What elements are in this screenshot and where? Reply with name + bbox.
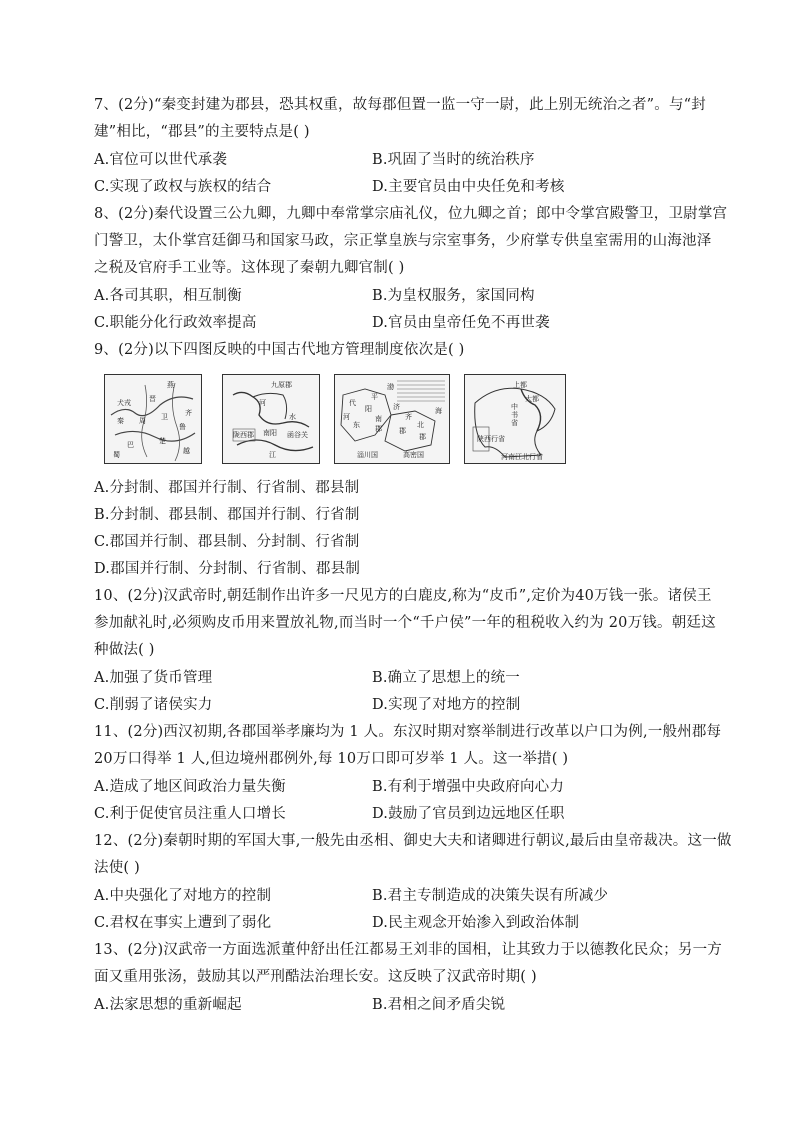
map2-label: 江 <box>269 451 276 459</box>
map-figure-4 <box>464 374 566 464</box>
map3-label: 郡 <box>419 433 426 441</box>
q11-stem-line-1: 11、(2分)西汉初期,各郡国举孝廉均为 1 人。东汉时期对察举制进行改革以户口为例,一般州郡每 <box>94 724 722 740</box>
map2-label: 河 <box>259 399 266 407</box>
q8-option-c[interactable]: C.职能分化行政效率提高 <box>94 315 257 331</box>
map3-label: 东 <box>353 421 360 429</box>
q8-stem-line-1: 8、(2分)秦代设置三公九卿，九卿中奉常掌宗庙礼仪，位九卿之首；郎中令掌宫殿警卫，卫尉掌宫 <box>94 206 728 222</box>
q7-option-a[interactable]: A.官位可以世代承袭 <box>94 152 228 168</box>
map2-label: 九原郡 <box>271 381 292 389</box>
q12-option-b[interactable]: B.君主专制造成的决策失误有所减少 <box>372 888 609 904</box>
map1-label: 越 <box>183 447 190 455</box>
q11-option-c[interactable]: C.利于促使官员注重人口增长 <box>94 806 286 822</box>
map3-label: 淄川国 <box>357 451 378 459</box>
map3-label: 郡 <box>375 425 382 433</box>
map3-label: 阳 <box>365 405 372 413</box>
map1-label: 卫 <box>161 413 168 421</box>
map-figure-2 <box>222 374 320 464</box>
map3-label: 渤 <box>387 383 394 391</box>
q8-stem-line-3: 之税及官府手工业等。这体现了秦朝九卿官制( ) <box>94 260 405 276</box>
q9-map-figures <box>104 374 543 466</box>
q11-option-a[interactable]: A.造成了地区间政治力量失衡 <box>94 779 286 795</box>
q9-option-d[interactable]: D.郡国并行制、分封制、行省制、郡县制 <box>94 561 361 577</box>
map3-label: 济 <box>393 403 400 411</box>
map2-label: 陇西郡 <box>233 431 254 439</box>
map1-label: 楚 <box>159 437 166 445</box>
map3-label: 齐 <box>405 413 412 421</box>
q9-option-c[interactable]: C.郡国并行制、郡县制、分封制、行省制 <box>94 534 360 550</box>
q7-stem-line-2: 建”相比，“郡县”的主要特点是( ) <box>94 124 310 140</box>
q12-stem-line-1: 12、(2分)秦朝时期的军国大事,一般先由丞相、御史大夫和诸卿进行朝议,最后由皇帝裁决。这一做 <box>94 833 732 849</box>
map-figure-2-drawing <box>223 375 319 463</box>
q12-option-c[interactable]: C.君权在事实上遭到了弱化 <box>94 915 272 931</box>
q12-option-d[interactable]: D.民主观念开始渗入到政治体制 <box>372 915 580 931</box>
map1-label: 周 <box>139 417 146 425</box>
map2-label: 函谷关 <box>287 431 308 439</box>
map1-label: 鲁 <box>179 423 186 431</box>
q13-stem-line-2: 面又重用张汤，鼓励其以严刑酷法治理长安。这反映了汉武帝时期( ) <box>94 969 537 985</box>
q11-option-b[interactable]: B.有利于增强中央政府向心力 <box>372 779 565 795</box>
q8-option-b[interactable]: B.为皇权服务，家国同构 <box>372 288 535 304</box>
map2-label: 水 <box>289 413 296 421</box>
map3-label: 郡 <box>399 427 406 435</box>
map-figure-4-drawing <box>465 375 565 463</box>
q10-stem-line-2: 参加献礼时,必须购皮币用来置放礼物,而当时一个“千户侯”一年的租税收入约为 20万钱。朝廷这 <box>94 615 716 631</box>
map4-label: 中 <box>511 403 518 411</box>
map3-label: 南 <box>375 415 382 423</box>
map1-label: 蜀 <box>113 451 120 459</box>
map-figure-1-drawing <box>105 375 201 463</box>
q12-stem-line-2: 法使( ) <box>94 860 140 876</box>
map4-label: 书 <box>511 411 518 419</box>
q7-option-d[interactable]: D.主要官员由中央任免和考核 <box>372 179 565 195</box>
map1-label: 齐 <box>185 409 192 417</box>
map1-label: 燕 <box>167 381 174 389</box>
q8-option-d[interactable]: D.官员由皇帝任免不再世袭 <box>372 315 550 331</box>
map-figure-3 <box>334 374 450 464</box>
map3-label: 河 <box>343 413 350 421</box>
map3-label: 代 <box>349 399 356 407</box>
map4-label: 大都 <box>525 395 539 403</box>
map3-label: 高密国 <box>403 451 424 459</box>
q12-option-a[interactable]: A.中央强化了对地方的控制 <box>94 888 272 904</box>
q9-stem-line-1: 9、(2分)以下四图反映的中国古代地方管理制度依次是( ) <box>94 342 465 358</box>
map4-label: 陕西行省 <box>477 435 505 443</box>
q10-option-d[interactable]: D.实现了对地方的控制 <box>372 697 521 713</box>
map3-label: 海 <box>435 407 442 415</box>
q11-stem-line-2: 20万口得举 1 人,但边境州郡例外,每 10万口即可岁举 1 人。这一举措( ) <box>94 751 569 767</box>
map4-label: 上都 <box>513 381 527 389</box>
q11-option-d[interactable]: D.鼓励了官员到边远地区任职 <box>372 806 565 822</box>
q10-stem-line-1: 10、(2分)汉武帝时,朝廷制作出许多一尺见方的白鹿皮,称为“皮币”,定价为40万钱一张。诸侯王 <box>94 588 712 604</box>
map3-label: 北 <box>417 421 424 429</box>
q10-option-a[interactable]: A.加强了货币管理 <box>94 670 213 686</box>
map4-label: 省 <box>511 419 518 427</box>
map2-label: 南阳 <box>263 429 277 437</box>
map1-label: 犬戎 <box>117 399 131 407</box>
map-figure-1 <box>104 374 202 464</box>
q13-option-a[interactable]: A.法家思想的重新崛起 <box>94 997 242 1013</box>
q13-option-b[interactable]: B.君相之间矛盾尖锐 <box>372 997 506 1013</box>
q9-option-b[interactable]: B.分封制、郡县制、郡国并行制、行省制 <box>94 507 360 523</box>
q7-stem-line-1: 7、(2分)“秦变封建为郡县，恐其权重，故每郡但置一监一守一尉，此上别无统治之者”。与“封 <box>94 97 706 113</box>
q13-stem-line-1: 13、(2分)汉武帝一方面选派董仲舒出任江都易王刘非的国相，让其致力于以德教化民众；另一方 <box>94 942 722 958</box>
q8-stem-line-2: 门警卫，太仆掌宫廷御马和国家马政，宗正掌皇族与宗室事务，少府掌专供皇室需用的山海池泽 <box>94 233 712 249</box>
q10-option-b[interactable]: B.确立了思想上的统一 <box>372 670 520 686</box>
q10-stem-line-3: 种做法( ) <box>94 642 155 658</box>
map1-label: 巴 <box>127 441 134 449</box>
map1-label: 秦 <box>117 417 124 425</box>
map-figure-3-drawing <box>335 375 449 463</box>
map3-label: 平 <box>371 393 378 401</box>
q8-option-a[interactable]: A.各司其职，相互制衡 <box>94 288 242 304</box>
q7-option-b[interactable]: B.巩固了当时的统治秩序 <box>372 152 535 168</box>
q9-option-a[interactable]: A.分封制、郡国并行制、行省制、郡县制 <box>94 480 360 496</box>
q10-option-c[interactable]: C.削弱了诸侯实力 <box>94 697 213 713</box>
q7-option-c[interactable]: C.实现了政权与族权的结合 <box>94 179 272 195</box>
map1-label: 晋 <box>149 395 156 403</box>
map4-label: 河南江北行省 <box>501 453 543 461</box>
